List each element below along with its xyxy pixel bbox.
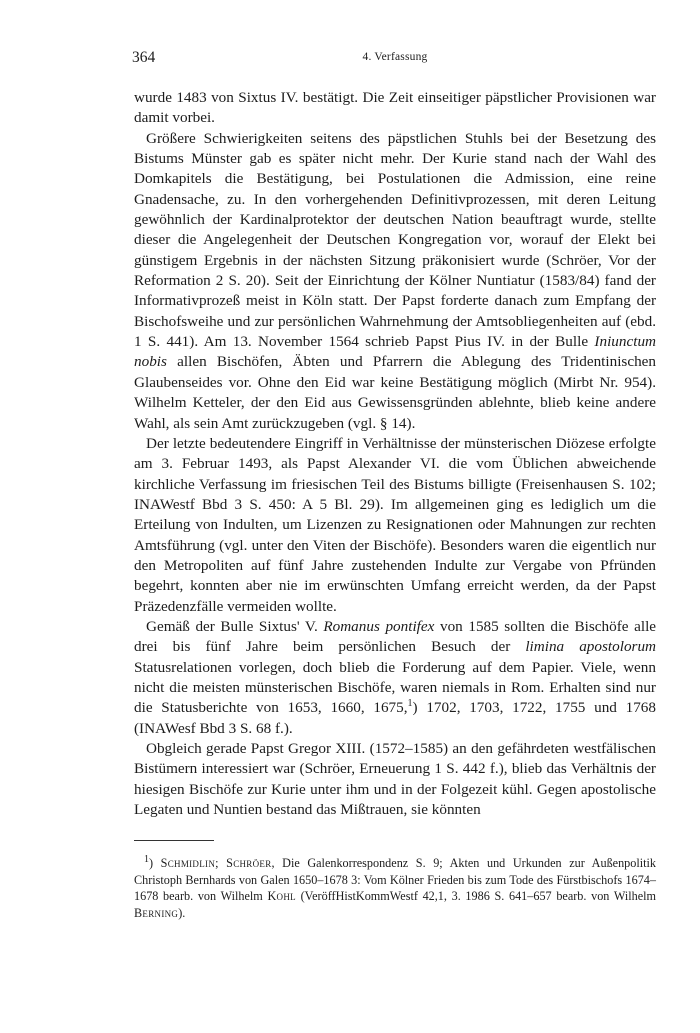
running-head: 4. Verfassung: [362, 51, 428, 63]
footnotes: [134, 855, 656, 921]
footnote-1: $^1$) Schmidlin; Schröer, Die Galenkorrespondenz S. 9; Akten und Urkunden zur Außenpolitik Christoph Bernhards von Galen 1650–1678 3: Vom Kölner Frieden bis zum Tode des Fürstbischofs 1674–1678 bearb. von Wilhelm Kohl (VeröffHistKommWestf 42,1, 3. 1986 S. 641–657 bearb. von Wilhelm Berning).: [134, 853, 657, 920]
paragraph-1: wurde 1483 von Sixtus IV. bestätigt. Die Zeit einseitiger päpstlicher Provisionen war damit vorbei.: [134, 89, 656, 127]
page-number: 364: [132, 49, 156, 66]
author-name: Schröer: [226, 856, 272, 870]
paragraph-2: Größere Schwierigkeiten seitens des päpstlichen Stuhls bei der Besetzung des Bistums Münster gab es später nicht mehr. Der Kurie stand nach der Wahl des Domkapitels die Bestätigung, bei Postulationen die Admission, eine reine Gnadensache, zu. In den vorhergehenden Definitivprozessen, mit deren Leitung gewöhnlich der Kardinalprotektor der deutschen Nation beauftragt wurde, stellte dieser die Angelegenheit der Deutschen Kongregation vor, worauf der Elekt bei günstigem Ergebnis in der nächsten Sitzung präkonisiert wurde (Schröer, Vor der Reformation 2 S. 20). Seit der Einrichtung der Kölner Nuntiatur (1583/84) fand der Informativprozeß meist in Köln statt. Der Papst forderte danach zum Empfang der Bischofsweihe und zur persönlichen Wahrnehmung der Amtsobliegenheiten auf (ebd. 1 S. 441). Am 13. November 1564 schrieb Papst Pius IV. in der Bulle Iniunctum nobis allen Bischöfen, Äbten und Pfarrern die Ablegung des Tridentinischen Glaubenseides vor. Ohne den Eid war keine Bestätigung möglich (Mirbt Nr. 954). Wilhelm Ketteler, der den Eid aus Gewissensgründen ablehnte, blieb keine andere Wahl, als sein Amt zurückzugeben (vgl. § 14).: [134, 129, 657, 432]
footnote-separator: [134, 840, 214, 841]
paragraph-4: Gemäß der Bulle Sixtus' V. Romanus pontifex von 1585 sollten die Bischöfe alle drei bis fünf Jahre beim persönlichen Besuch der limina apostolorum Statusrelationen vorlegen, doch blieb die Forderung auf dem Papier. Viele, wenn nicht die meisten münsterischen Bischöfe, waren niemals in Rom. Erhalten sind nur die Statusberichte von 1653, 1660, 1675,$^1$) 1702, 1703, 1722, 1755 und 1768 (INAWesf Bbd 3 S. 68 f.).: [134, 617, 657, 737]
page-header: [132, 49, 658, 69]
author-name: Berning: [134, 905, 179, 920]
bull-title: Romanus pontifex: [323, 617, 435, 635]
bull-title: Iniunctum nobis: [134, 333, 657, 371]
author-name: Schmidlin: [160, 856, 216, 870]
paragraph-3: Der letzte bedeutendere Eingriff in Verhältnisse der münsterischen Diözese erfolgte am 3. Februar 1493, als Papst Alexander VI. die vom Üblichen abweichende kirchliche Verfassung im friesischen Teil des Bistums billigte (Freisenhausen S. 102; INAWestf Bbd 3 S. 450: A 5 Bl. 29). Im allgemeinen ging es lediglich um die Erteilung von Indulten, um Lizenzen zu Resignationen oder Mahnungen zur rechten Amtsführung (vgl. unter den Viten der Bischöfe). Besonders waren die eigentlich nur den Metropoliten auf fünf Jahre zustehenden Indulte zur Vergabe von Pfründen begehrt, konnten aber nie im erwünschten Umfang erreicht werden, da der Papst Präzedenzfälle vermeiden wollte.: [134, 434, 656, 615]
latin-phrase: limina apostolorum: [525, 638, 657, 656]
paragraph-5: Obgleich gerade Papst Gregor XIII. (1572–1585) an den gefährdeten westfälischen Bistümern interessiert war (Schröer, Erneuerung 1 S. 442 f.), blieb das Verhältnis der hiesigen Bischöfe zur Kurie unter ihm und in der Folgezeit kühl. Gegen apostolische Legaten und Nuntien bestand das Mißtrauen, sie könnten: [134, 740, 656, 819]
footnote-marker: 1: [144, 853, 149, 865]
author-name: Kohl: [267, 889, 296, 904]
footnote-ref: 1: [407, 698, 413, 710]
main-text: [134, 88, 656, 820]
